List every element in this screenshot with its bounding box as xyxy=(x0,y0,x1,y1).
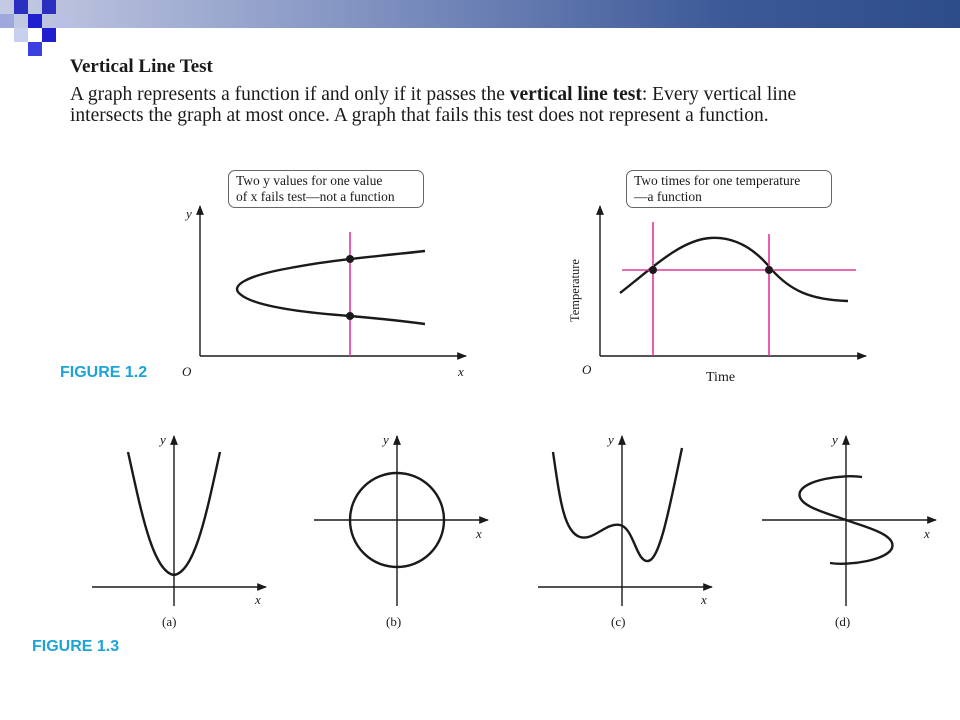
fig12-right-intersection-1 xyxy=(649,266,657,274)
fig13c-x-label: x xyxy=(701,592,707,607)
paragraph-bold-term: vertical line test xyxy=(509,84,642,105)
fig12-right-intersection-2 xyxy=(765,266,773,274)
fig12-right-callout-line2: —a function xyxy=(634,189,702,204)
fig13b-caption: (b) xyxy=(386,614,402,629)
fig13d-caption: (d) xyxy=(835,614,851,629)
fig13d-x-label: x xyxy=(924,526,930,541)
fig13c-caption: (c) xyxy=(611,614,626,629)
fig13-panel-a xyxy=(92,432,266,629)
fig13a-caption: (a) xyxy=(162,614,177,629)
fig13-panel-c xyxy=(538,432,712,629)
fig12-right-callout-line1: Two times for one temperature xyxy=(634,173,801,188)
fig13-panel-d xyxy=(762,432,936,629)
fig12-right-graph xyxy=(568,206,866,385)
slide-heading: Vertical Line Test xyxy=(70,56,213,77)
fig12-right-callout xyxy=(626,170,832,208)
fig13c-y-label: y xyxy=(608,432,614,447)
fig12-left-x-label: x xyxy=(458,364,464,379)
fig12-left-y-label: y xyxy=(186,206,192,221)
fig12-right-origin-label: O xyxy=(582,362,592,377)
fig12-left-sideways-parabola xyxy=(237,251,425,324)
paragraph-part-2: : Every vertical line intersects the graph at most once. A graph that fails this test does not represent a function. xyxy=(70,84,797,126)
fig12-right-x-label: Time xyxy=(706,370,736,385)
fig13a-x-label: x xyxy=(255,592,261,607)
fig12-left-callout xyxy=(228,170,424,208)
fig12-left-graph xyxy=(182,206,466,379)
fig13d-y-label: y xyxy=(832,432,838,447)
fig12-left-origin-label: O xyxy=(182,364,192,379)
fig12-right-y-label: Temperature xyxy=(568,259,582,322)
figure-1-2-label: FIGURE 1.2 xyxy=(60,364,148,381)
fig13c-quartic-curve xyxy=(553,448,682,561)
fig13b-y-label: y xyxy=(383,432,389,447)
fig12-left-callout-line1: Two y values for one value xyxy=(236,173,383,188)
fig12-left-intersection-upper xyxy=(346,255,354,263)
fig12-left-intersection-lower xyxy=(346,312,354,320)
fig12-left-callout-line2: of x fails test—not a function xyxy=(236,189,395,204)
figure-1-3-label: FIGURE 1.3 xyxy=(32,638,120,655)
fig13b-x-label: x xyxy=(476,526,482,541)
fig13-panel-b xyxy=(314,432,488,629)
paragraph-part-1: A graph represents a function if and only if it passes the xyxy=(70,84,510,105)
fig13a-y-label: y xyxy=(160,432,166,447)
